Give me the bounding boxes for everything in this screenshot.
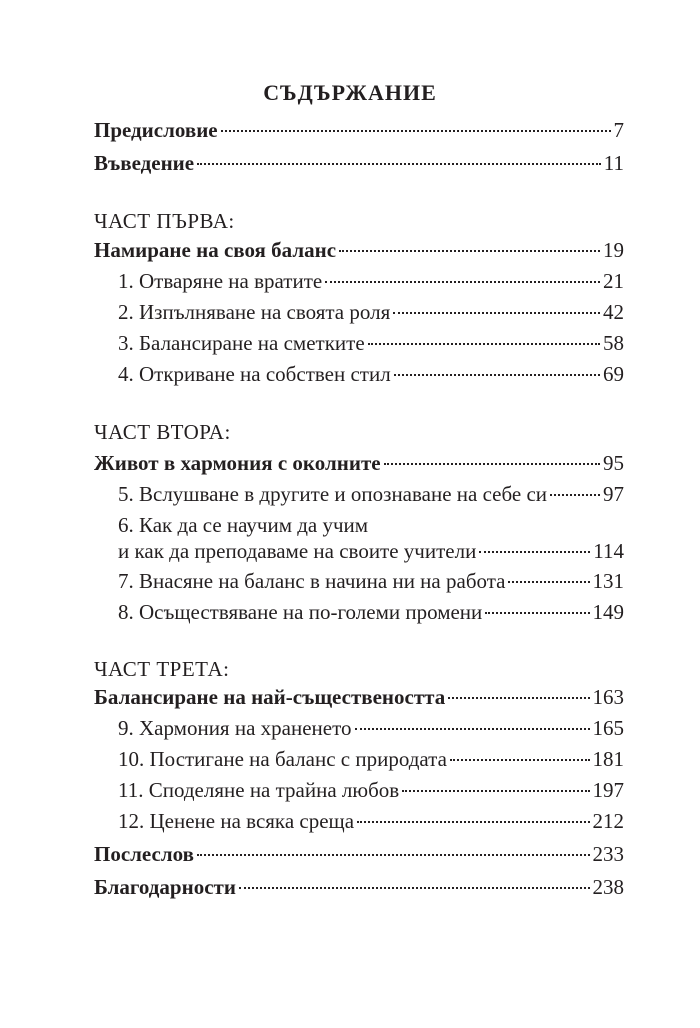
toc-entry-label: Въведение bbox=[94, 151, 195, 175]
toc-entry-afterword bbox=[94, 841, 624, 867]
part-heading: ЧАСТ ПЪРВА: bbox=[94, 209, 235, 233]
toc-entry-label: Послеслов bbox=[94, 842, 194, 866]
dot-leader bbox=[339, 250, 600, 252]
part-heading: ЧАСТ ВТОРА: bbox=[94, 420, 231, 444]
toc-entry-label: Балансиране на най-съществеността bbox=[94, 685, 446, 709]
toc-page-number: 11 bbox=[603, 151, 624, 175]
dot-leader bbox=[393, 312, 600, 314]
toc-page-number: 238 bbox=[592, 875, 624, 899]
dot-leader bbox=[357, 821, 589, 823]
dot-leader bbox=[221, 130, 611, 132]
dot-leader bbox=[485, 612, 589, 614]
toc-entry-label: 11. Споделяне на трайна любов bbox=[118, 778, 400, 802]
part-heading: ЧАСТ ТРЕТА: bbox=[94, 657, 230, 681]
dot-leader bbox=[550, 494, 600, 496]
toc-page-number: 42 bbox=[603, 300, 624, 324]
toc-section-entry bbox=[94, 450, 624, 476]
toc-entry-label: 2. Изпълняване на своята роля bbox=[118, 300, 391, 324]
dot-leader bbox=[239, 887, 590, 889]
toc-entry-label-continued: и как да преподаваме на своите учители bbox=[118, 539, 477, 563]
toc-entry-acknowledgements bbox=[94, 874, 624, 900]
dot-leader bbox=[368, 343, 600, 345]
toc-chapter-entry bbox=[118, 481, 624, 507]
toc-entry-label: 6. Как да се научим да учим bbox=[118, 513, 369, 537]
toc-chapter-entry bbox=[118, 715, 624, 741]
toc-entry-label: 1. Отваряне на вратите bbox=[118, 269, 323, 293]
toc-chapter-entry bbox=[118, 808, 624, 834]
toc-chapter-entry bbox=[118, 268, 624, 294]
toc-page-number: 114 bbox=[593, 539, 624, 563]
toc-entry-introduction bbox=[94, 150, 624, 176]
toc-entry-preface bbox=[94, 117, 624, 143]
toc-chapter-entry bbox=[118, 330, 624, 356]
dot-leader bbox=[402, 790, 589, 792]
toc-entry-label: Благодарности bbox=[94, 875, 236, 899]
dot-leader bbox=[355, 728, 590, 730]
dot-leader bbox=[325, 281, 600, 283]
toc-entry-label: 12. Ценене на всяка среща bbox=[118, 809, 355, 833]
dot-leader bbox=[384, 463, 600, 465]
dot-leader bbox=[508, 581, 589, 583]
toc-chapter-entry bbox=[118, 361, 624, 387]
toc-chapter-entry bbox=[118, 777, 624, 803]
toc-entry-label: Живот в хармония с околните bbox=[94, 451, 381, 475]
toc-page-number: 19 bbox=[603, 238, 624, 262]
toc-entry-label: 10. Постигане на баланс с природата bbox=[118, 747, 447, 771]
toc-entry-label: 8. Осъществяване на по-големи промени bbox=[118, 600, 483, 624]
toc-page-number: 197 bbox=[592, 778, 624, 802]
toc-page-number: 163 bbox=[592, 685, 624, 709]
toc-entry-label: 4. Откриване на собствен стил bbox=[118, 362, 391, 386]
dot-leader bbox=[448, 697, 589, 699]
toc-page-number: 58 bbox=[603, 331, 624, 355]
toc-section-entry bbox=[94, 237, 624, 263]
toc-chapter-entry bbox=[118, 299, 624, 325]
toc-page-number: 149 bbox=[592, 600, 624, 624]
toc-entry-label: 7. Внасяне на баланс в начина ни на работа bbox=[118, 569, 506, 593]
toc-page-number: 21 bbox=[603, 269, 624, 293]
dot-leader bbox=[479, 551, 590, 553]
toc-entry-label: 3. Балансиране на сметките bbox=[118, 331, 365, 355]
toc-page-number: 69 bbox=[603, 362, 624, 386]
toc-section-entry bbox=[94, 684, 624, 710]
toc-page-number: 212 bbox=[592, 809, 624, 833]
toc-entry-label: Намиране на своя баланс bbox=[94, 238, 337, 262]
toc-page-number: 165 bbox=[592, 716, 624, 740]
dot-leader bbox=[197, 854, 590, 856]
toc-chapter-entry bbox=[118, 599, 624, 625]
toc-page-number: 95 bbox=[603, 451, 624, 475]
toc-chapter-entry bbox=[118, 568, 624, 594]
toc-entry-label: 5. Вслушване в другите и опознаване на себе си bbox=[118, 482, 548, 506]
dot-leader bbox=[197, 163, 601, 165]
dot-leader bbox=[394, 374, 600, 376]
toc-page-number: 233 bbox=[592, 842, 624, 866]
toc-page-number: 7 bbox=[613, 118, 624, 142]
toc-page-number: 181 bbox=[592, 747, 624, 771]
toc-chapter-entry bbox=[118, 538, 624, 564]
toc-page-number: 97 bbox=[603, 482, 624, 506]
toc-entry-label: 9. Хармония на храненето bbox=[118, 716, 352, 740]
toc-chapter-entry bbox=[118, 746, 624, 772]
dot-leader bbox=[450, 759, 590, 761]
toc-page-number: 131 bbox=[592, 569, 624, 593]
toc-entry-label: Предисловие bbox=[94, 118, 218, 142]
toc-title: СЪДЪРЖАНИЕ bbox=[263, 80, 437, 105]
